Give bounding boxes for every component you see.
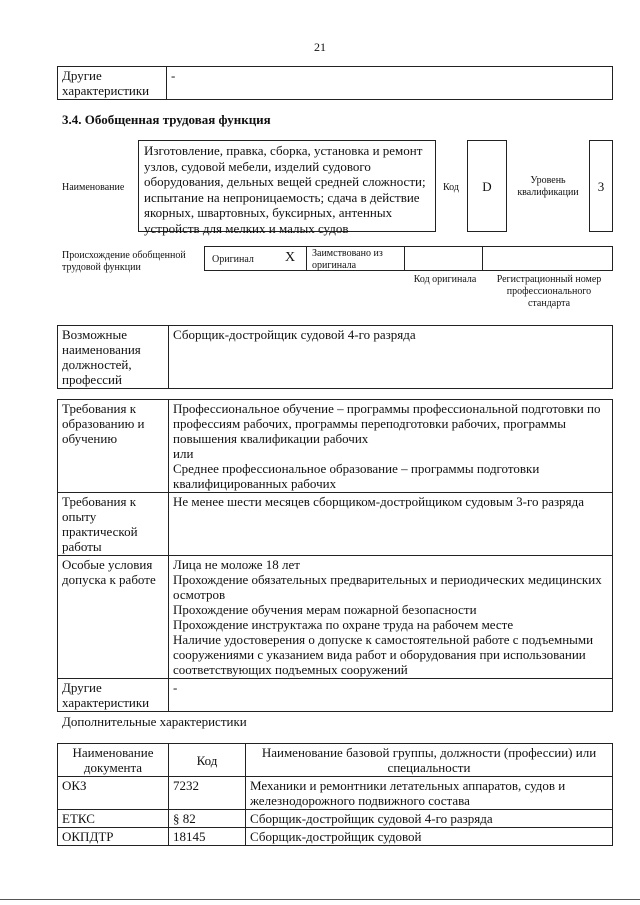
table-row xyxy=(58,400,613,493)
table-cell: Сборщик-достройщик судовой xyxy=(246,828,613,846)
code-box: D xyxy=(467,140,507,232)
table-row xyxy=(58,777,613,810)
requirement-line: Среднее профессиональное образование – программы подготовки квалифицированных рабочих xyxy=(173,461,540,491)
requirement-label: Особые условия допуска к работе xyxy=(58,556,169,679)
table-cell: Механики и ремонтники летательных аппаратов, судов и железнодорожного подвижного состава xyxy=(246,777,613,810)
page-bottom-edge xyxy=(0,899,640,900)
origin-row xyxy=(204,246,613,271)
top-table xyxy=(57,66,613,100)
borrowed-label: Заимствовано из оригинала xyxy=(312,248,383,271)
origin-divider-2 xyxy=(404,246,405,271)
table-cell: ЕТКС xyxy=(58,810,169,828)
column-header: Наименование базовой группы, должности (профессии) или специальности xyxy=(246,744,613,777)
name-label: Наименование xyxy=(62,182,125,193)
table-row xyxy=(58,828,613,846)
requirement-value xyxy=(169,679,613,712)
top-table-label: Другие характеристики xyxy=(58,67,167,100)
table-row xyxy=(58,493,613,556)
requirement-line: Наличие удостоверения о допуске к самостоятельной работе с подъемными сооружениями с указанием вида работ и оборудования при использовании соответствующих подъемных сооружений xyxy=(173,632,594,677)
requirement-value xyxy=(169,400,613,493)
top-table-value: - xyxy=(167,67,613,100)
table-row xyxy=(58,556,613,679)
origin-divider-1 xyxy=(306,246,307,271)
requirement-line: Лица не моложе 18 лет xyxy=(173,557,300,572)
requirement-line: - xyxy=(173,680,178,695)
code-label: Код xyxy=(443,182,459,193)
positions-label: Возможные наименования должностей, профессий xyxy=(58,326,169,389)
requirement-label: Требования к образованию и обучению xyxy=(58,400,169,493)
origin-divider-3 xyxy=(482,246,483,271)
table-row xyxy=(58,810,613,828)
requirement-label: Другие характеристики xyxy=(58,679,169,712)
requirement-line: Профессиональное обучение – программы профессиональной подготовки по профессиям рабочих, программы переподготовки рабочих, программы повышения квалификации рабочих xyxy=(173,401,601,446)
table-cell: 18145 xyxy=(169,828,246,846)
original-label: Оригинал xyxy=(212,254,254,265)
requirement-label: Требования к опыту практической работы xyxy=(58,493,169,556)
table-cell: Сборщик-достройщик судовой 4-го разряда xyxy=(246,810,613,828)
additional-title: Дополнительные характеристики xyxy=(62,714,247,729)
requirements-table xyxy=(57,399,613,712)
requirement-line: Не менее шести месяцев сборщиком-достройщиком судовым 3-го разряда xyxy=(173,494,585,509)
requirement-line: Прохождение обучения мерам пожарной безопасности xyxy=(173,602,477,617)
level-box: 3 xyxy=(589,140,613,232)
section-heading: 3.4. Обобщенная трудовая функция xyxy=(62,112,271,127)
origin-label: Происхождение обобщенной трудовой функции xyxy=(62,250,186,273)
requirement-value xyxy=(169,493,613,556)
table-row xyxy=(58,679,613,712)
positions-table xyxy=(57,325,613,389)
level-label: Уровень квалификации xyxy=(517,175,579,198)
table-cell: ОКПДТР xyxy=(58,828,169,846)
requirement-value xyxy=(169,556,613,679)
function-name-box: Изготовление, правка, сборка, установка и ремонт узлов, судовой мебели, изделий судового оборудования, дельных вещей средней сложности; испытание на непроницаемость; сдача в действие якорных, швартовных, буксирных, антенных устройств для мелких и малых судов xyxy=(138,140,436,232)
column-header: Наименование документа xyxy=(58,744,169,777)
original-mark: X xyxy=(285,250,296,265)
table-cell: ОКЗ xyxy=(58,777,169,810)
requirement-line: или xyxy=(173,446,194,461)
table-cell: § 82 xyxy=(169,810,246,828)
table-cell: 7232 xyxy=(169,777,246,810)
additional-table xyxy=(57,743,613,846)
requirement-line: Прохождение обязательных предварительных и периодических медицинских осмотров xyxy=(173,572,602,602)
requirement-line: Прохождение инструктажа по охране труда на рабочем месте xyxy=(173,617,514,632)
reg-number-caption: Регистрационный номер профессионального стандарта xyxy=(496,274,602,309)
positions-value: Сборщик-достройщик судовой 4-го разряда xyxy=(169,326,613,389)
column-header: Код xyxy=(169,744,246,777)
table-header-row xyxy=(58,744,613,777)
page-number: 21 xyxy=(314,40,326,54)
code-original-caption: Код оригинала xyxy=(413,274,477,285)
